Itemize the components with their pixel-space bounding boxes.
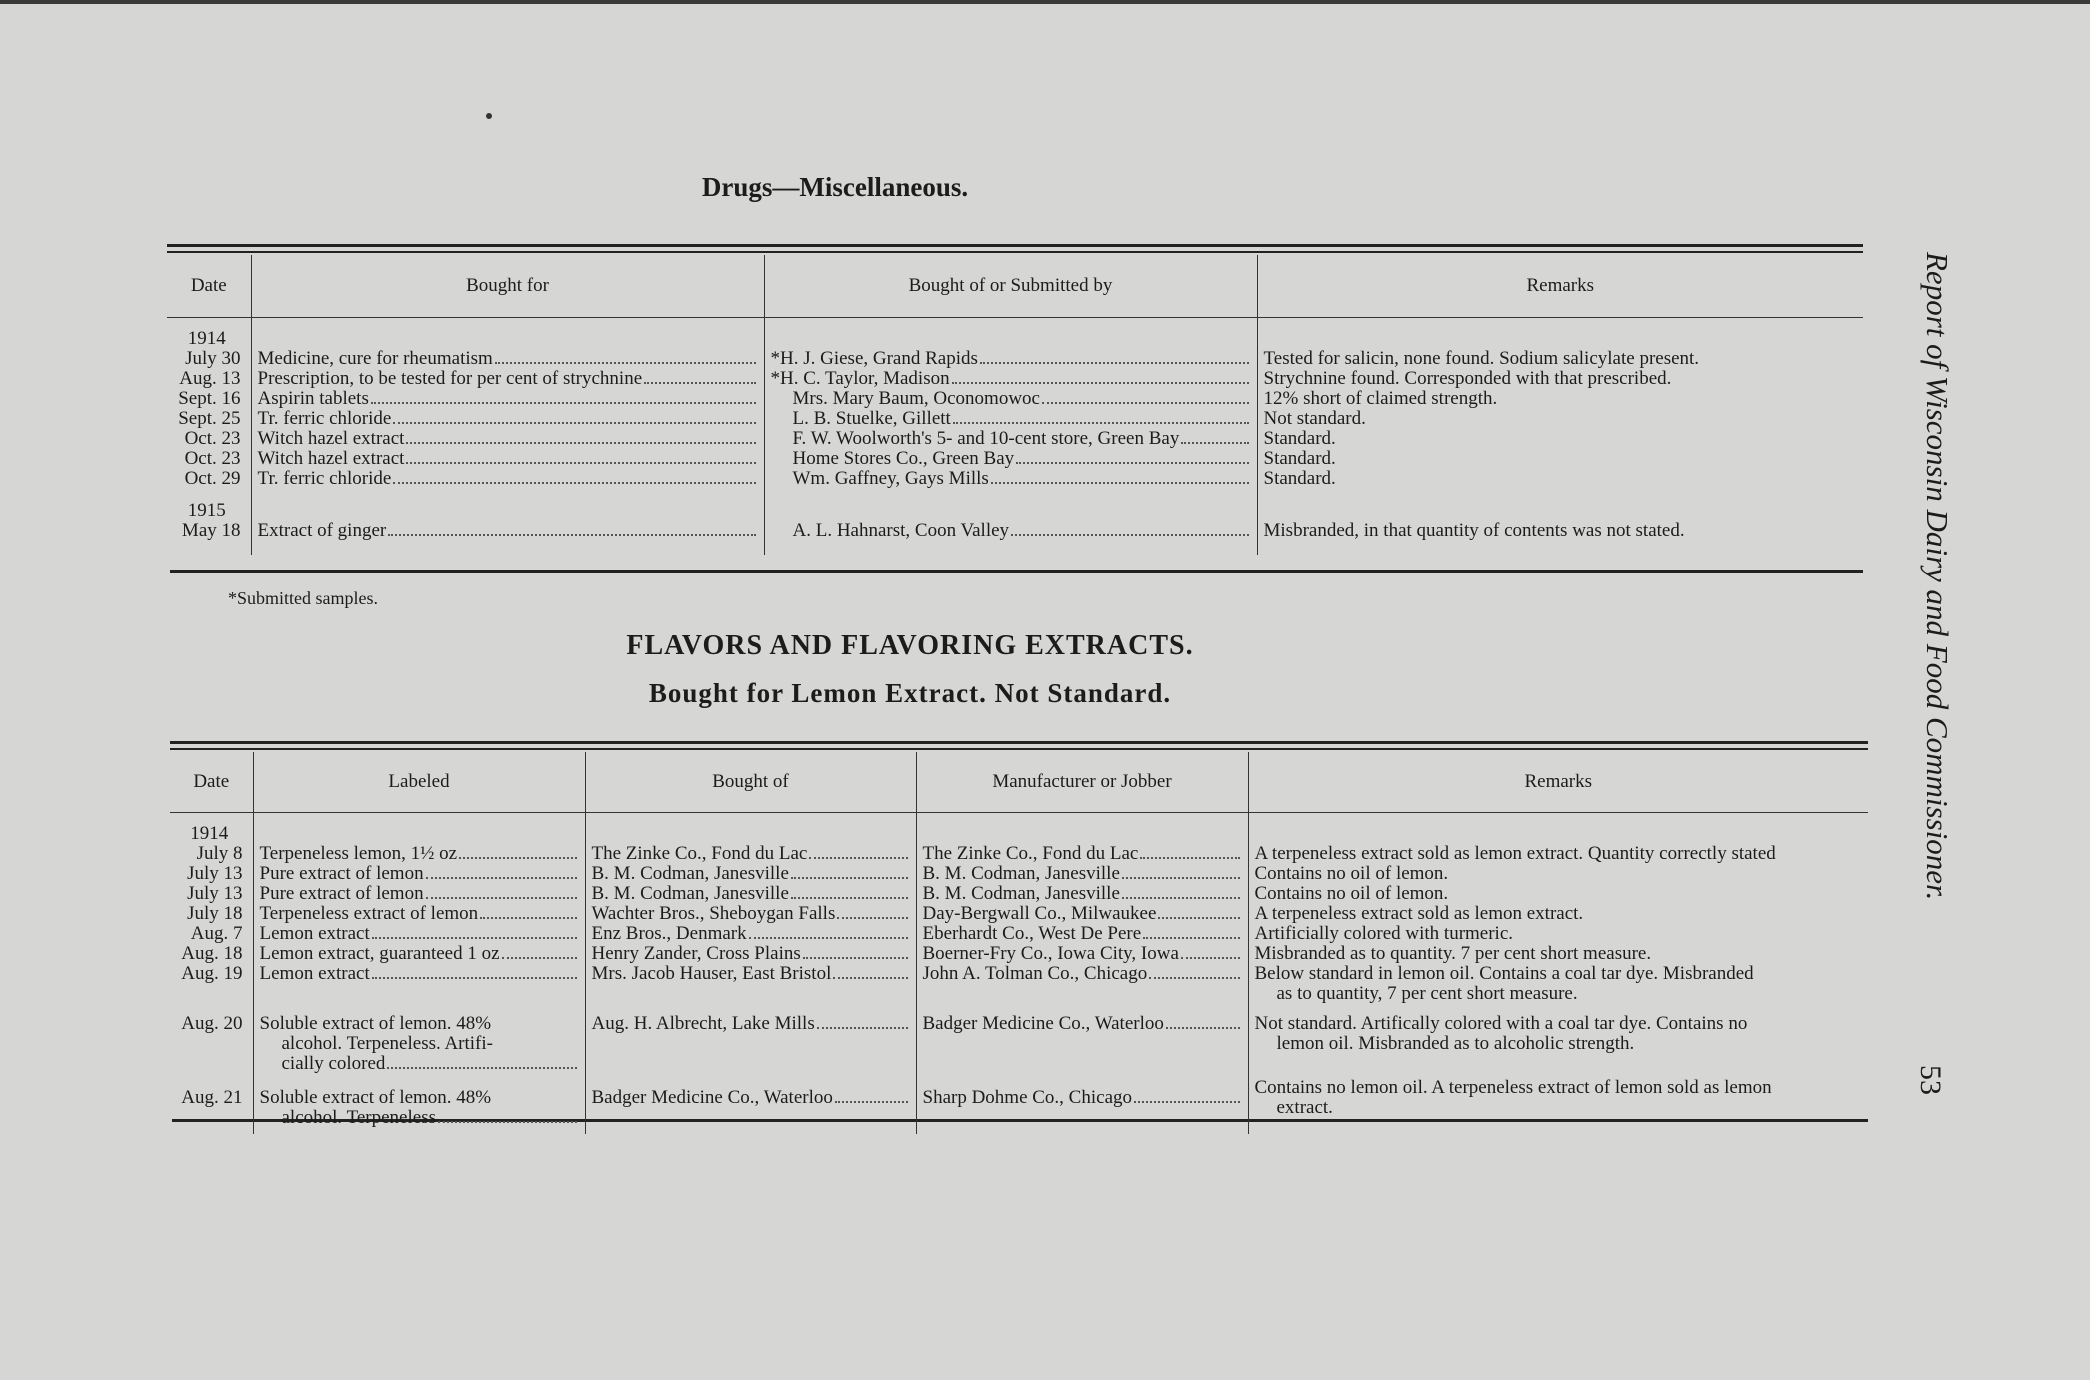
bought-of-cell: *H. C. Taylor, Madison: [770, 369, 950, 389]
bought-for-cell: Aspirin tablets: [257, 389, 369, 409]
date-cell: July 30: [167, 349, 251, 369]
flavors-section-title: FLAVORS AND FLAVORING EXTRACTS.: [626, 630, 1194, 661]
drugs-section-title: Drugs—Miscellaneous.: [701, 172, 969, 202]
table-row: [170, 884, 1868, 904]
col-header-manufacturer: Manufacturer or Jobber: [916, 752, 1248, 812]
remarks-line: as to quantity, 7 per cent short measure.: [1276, 983, 1578, 1004]
col-header-remarks: Remarks: [1248, 752, 1868, 812]
labeled-line: Soluble extract of lemon. 48%: [259, 1014, 492, 1034]
table-row: [170, 824, 1868, 844]
table-row: [170, 904, 1868, 924]
labeled-cell: Lemon extract, guaranteed 1 oz: [259, 944, 500, 964]
year-cell: 1915: [167, 501, 251, 521]
remarks-cell: Standard.: [1263, 429, 1336, 449]
date-cell: Aug. 18: [170, 944, 253, 964]
table-top-rule: [167, 244, 1863, 247]
table-row: [167, 469, 1863, 489]
date-cell: May 18: [167, 521, 251, 541]
bought-for-cell: Witch hazel extract: [257, 429, 405, 449]
table-top-rule-thin: [170, 748, 1868, 750]
bought-of-cell: Mrs. Mary Baum, Oconomowoc: [792, 389, 1040, 409]
date-cell: July 8: [170, 844, 253, 864]
col-header-date: Date: [167, 255, 251, 317]
table-row: [167, 389, 1863, 409]
date-cell: July 13: [170, 884, 253, 904]
page-top-edge: [0, 0, 2090, 4]
table-row: [167, 521, 1863, 541]
col-header-bought-of: Bought of or Submitted by: [764, 255, 1257, 317]
remarks-cell: Contains no oil of lemon.: [1254, 884, 1449, 904]
table-row: [167, 349, 1863, 369]
table-row: [170, 844, 1868, 864]
remarks-line: Below standard in lemon oil. Contains a coal tar dye. Misbranded: [1254, 964, 1754, 984]
date-cell: Oct. 23: [167, 449, 251, 469]
bought-of-cell: B. M. Codman, Janesville: [591, 864, 789, 884]
date-cell: Sept. 16: [167, 389, 251, 409]
bought-for-cell: Medicine, cure for rheumatism: [257, 349, 493, 369]
remarks-cell: Standard.: [1263, 449, 1336, 469]
remarks-cell: Misbranded as to quantity. 7 per cent short measure.: [1254, 944, 1652, 964]
table-row: [167, 329, 1863, 349]
date-cell: Aug. 19: [170, 964, 253, 1004]
bought-of-cell: Aug. H. Albrecht, Lake Mills: [591, 1014, 815, 1034]
bought-of-cell: Wm. Gaffney, Gays Mills: [792, 469, 989, 489]
labeled-cell: Terpeneless extract of lemon: [259, 904, 479, 924]
year-cell: 1914: [167, 329, 251, 349]
bought-of-cell: Enz Bros., Denmark: [591, 924, 747, 944]
table-row: [167, 449, 1863, 469]
date-cell: Oct. 29: [167, 469, 251, 489]
col-header-date: Date: [170, 752, 253, 812]
bought-for-cell: Witch hazel extract: [257, 449, 405, 469]
manufacturer-cell: Badger Medicine Co., Waterloo: [922, 1014, 1164, 1034]
remarks-cell: 12% short of claimed strength.: [1263, 389, 1498, 409]
remarks-cell: [1248, 1014, 1868, 1074]
labeled-cell: [253, 1014, 585, 1074]
remarks-line: extract.: [1276, 1097, 1333, 1118]
remarks-line: lemon oil. Misbranded as to alcoholic strength.: [1276, 1033, 1635, 1054]
date-cell: Aug. 7: [170, 924, 253, 944]
manufacturer-cell: The Zinke Co., Fond du Lac: [922, 844, 1139, 864]
flavors-table: [170, 752, 1868, 1134]
remarks-cell: Artificially colored with turmeric.: [1254, 924, 1514, 944]
table-row: [167, 501, 1863, 521]
col-header-bought-of: Bought of: [585, 752, 916, 812]
manufacturer-cell: Day-Bergwall Co., Milwaukee: [922, 904, 1157, 924]
labeled-line: alcohol. Terpeneless. Artifi-: [281, 1033, 493, 1054]
table-row: [167, 369, 1863, 389]
manufacturer-cell: Eberhardt Co., West De Pere: [922, 924, 1142, 944]
manufacturer-cell: Boerner-Fry Co., Iowa City, Iowa: [922, 944, 1179, 964]
table-row: [170, 1014, 1868, 1074]
date-cell: July 18: [170, 904, 253, 924]
bought-for-cell: Extract of ginger: [257, 521, 387, 541]
labeled-line: alcohol. Terpeneless: [281, 1107, 436, 1128]
remarks-cell: [1248, 964, 1868, 1004]
remarks-line: Contains no lemon oil. A terpeneless extract of lemon sold as lemon: [1254, 1077, 1772, 1098]
bought-of-cell: L. B. Stuelke, Gillett: [792, 409, 951, 429]
year-cell: 1914: [170, 824, 253, 844]
manufacturer-cell: Sharp Dohme Co., Chicago: [922, 1087, 1133, 1108]
bought-of-cell: Henry Zander, Cross Plains: [591, 944, 801, 964]
bought-for-cell: Tr. ferric chloride: [257, 469, 392, 489]
table-bottom-rule: [170, 570, 1863, 573]
remarks-cell: Misbranded, in that quantity of contents was not stated.: [1263, 521, 1685, 541]
bought-of-cell: Mrs. Jacob Hauser, East Bristol: [591, 964, 832, 984]
col-header-remarks: Remarks: [1257, 255, 1863, 317]
date-cell: Oct. 23: [167, 429, 251, 449]
bought-of-cell: Home Stores Co., Green Bay: [792, 449, 1015, 469]
labeled-cell: [253, 1076, 585, 1128]
lemon-subtitle: Bought for Lemon Extract. Not Standard.: [648, 678, 1172, 708]
footnote: *Submitted samples.: [228, 588, 378, 608]
table-top-rule: [170, 741, 1868, 744]
remarks-cell: Tested for salicin, none found. Sodium salicylate present.: [1263, 349, 1700, 369]
drugs-table: [167, 255, 1863, 555]
table-row: [167, 429, 1863, 449]
col-header-labeled: Labeled: [253, 752, 585, 812]
remarks-line: Not standard. Artifically colored with a coal tar dye. Contains no: [1254, 1014, 1748, 1034]
manufacturer-cell: B. M. Codman, Janesville: [922, 884, 1120, 904]
bought-of-cell: Wachter Bros., Sheboygan Falls: [591, 904, 836, 924]
page-number: 53: [1914, 1065, 1947, 1095]
table-row: [170, 1076, 1868, 1128]
remarks-cell: A terpeneless extract sold as lemon extract.: [1254, 904, 1584, 924]
table-row: [167, 409, 1863, 429]
manufacturer-cell: B. M. Codman, Janesville: [922, 864, 1120, 884]
running-head-title: Report of Wisconsin Dairy and Food Commissioner.: [1920, 252, 1955, 901]
ink-speck: [486, 113, 492, 119]
labeled-line: cially colored: [281, 1053, 386, 1074]
date-cell: Aug. 13: [167, 369, 251, 389]
date-cell: Sept. 25: [167, 409, 251, 429]
bought-of-cell: The Zinke Co., Fond du Lac: [591, 844, 808, 864]
remarks-cell: Not standard.: [1263, 409, 1366, 429]
labeled-cell: Pure extract of lemon: [259, 884, 424, 904]
remarks-cell: A terpeneless extract sold as lemon extract. Quantity correctly stated: [1254, 844, 1776, 864]
table-row: [170, 924, 1868, 944]
remarks-cell: [1248, 1076, 1868, 1128]
bought-of-cell: A. L. Hahnarst, Coon Valley: [792, 521, 1010, 541]
bought-of-cell: F. W. Woolworth's 5- and 10-cent store, Green Bay: [792, 429, 1180, 449]
bought-for-cell: Tr. ferric chloride: [257, 409, 392, 429]
bought-of-cell: B. M. Codman, Janesville: [591, 884, 789, 904]
table-row: [170, 964, 1868, 1004]
col-header-bought-for: Bought for: [251, 255, 764, 317]
bought-for-cell: Prescription, to be tested for per cent of strychnine: [257, 369, 643, 389]
bought-of-cell: Badger Medicine Co., Waterloo: [591, 1087, 833, 1108]
labeled-cell: Lemon extract: [259, 964, 370, 984]
table-top-rule-thin: [167, 251, 1863, 253]
table-row: [170, 864, 1868, 884]
remarks-cell: Standard.: [1263, 469, 1336, 489]
table-row: [170, 944, 1868, 964]
labeled-cell: Terpeneless lemon, 1½ oz: [259, 844, 458, 864]
labeled-cell: Lemon extract: [259, 924, 370, 944]
date-cell: Aug. 20: [170, 1014, 253, 1074]
date-cell: July 13: [170, 864, 253, 884]
labeled-line: Soluble extract of lemon. 48%: [259, 1087, 492, 1108]
remarks-cell: Strychnine found. Corresponded with that prescribed.: [1263, 369, 1672, 389]
date-cell: Aug. 21: [170, 1076, 253, 1128]
labeled-cell: Pure extract of lemon: [259, 864, 424, 884]
remarks-cell: Contains no oil of lemon.: [1254, 864, 1449, 884]
manufacturer-cell: John A. Tolman Co., Chicago: [922, 964, 1148, 984]
bought-of-cell: *H. J. Giese, Grand Rapids: [770, 349, 978, 369]
